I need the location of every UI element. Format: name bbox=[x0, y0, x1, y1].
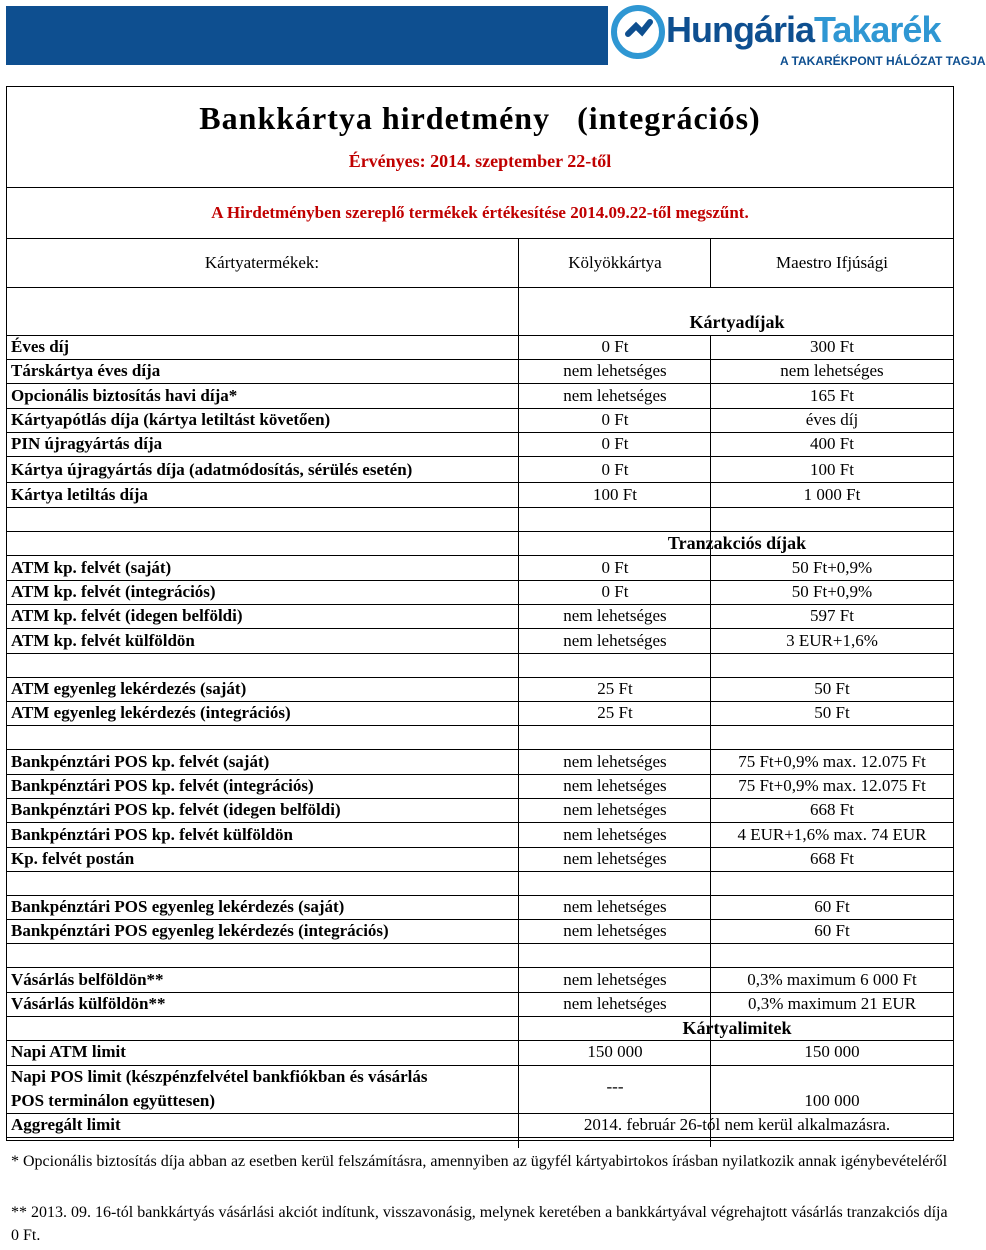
row-label: ATM kp. felvét (integrációs) bbox=[11, 582, 216, 601]
row-value-col1: nem lehetséges bbox=[563, 849, 667, 868]
row-divider bbox=[6, 507, 954, 508]
row-label: Bankpénztári POS kp. felvét (integrációs) bbox=[11, 776, 314, 795]
column-header-maestro: Maestro Ifjúsági bbox=[776, 253, 888, 272]
brand-tagline: A TAKARÉKPONT HÁLÓZAT TAGJA bbox=[780, 54, 986, 68]
row-value-col1: nem lehetséges bbox=[563, 970, 667, 989]
row-divider bbox=[6, 774, 954, 775]
row-value-col2: nem lehetséges bbox=[780, 361, 884, 380]
row-label: Kp. felvét postán bbox=[11, 849, 135, 868]
row-value-col2: 3 EUR+1,6% bbox=[786, 631, 878, 650]
row-value-col1: nem lehetséges bbox=[563, 800, 667, 819]
row-value-col2: 0,3% maximum 21 EUR bbox=[747, 994, 917, 1013]
row-divider bbox=[6, 432, 954, 433]
row-divider bbox=[6, 992, 954, 993]
row-label: Bankpénztári POS egyenleg lekérdezés (integrációs) bbox=[11, 921, 389, 940]
divider bbox=[6, 238, 954, 239]
row-divider bbox=[6, 895, 954, 896]
row-label: Kártyapótlás díja (kártya letiltást követően) bbox=[11, 410, 331, 429]
row-divider bbox=[6, 1137, 954, 1138]
row-divider bbox=[6, 653, 954, 654]
row-divider bbox=[6, 1040, 954, 1041]
row-label: Napi POS limit (készpénzfelvétel bankfiókban és vásárlás bbox=[11, 1067, 428, 1086]
row-value-col1: nem lehetséges bbox=[563, 897, 667, 916]
column-header-kolyokkartya: Kölyökkártya bbox=[568, 253, 662, 272]
row-divider bbox=[6, 1065, 954, 1066]
row-label: Kártya újragyártás díja (adatmódosítás, sérülés esetén) bbox=[11, 460, 413, 479]
row-divider bbox=[6, 1016, 954, 1017]
footnote-insurance: * Opcionális biztosítás díja abban az esetben kerül felszámításra, amennyiben az ügyfél kártyabirtokos írásban nyilatkozik annak igénybevételéről bbox=[11, 1153, 948, 1170]
row-value-col2: 1 000 Ft bbox=[803, 485, 861, 504]
row-value-col2: 150 000 bbox=[804, 1042, 860, 1061]
row-value-col1: nem lehetséges bbox=[563, 361, 667, 380]
row-value-col2: 60 Ft bbox=[814, 897, 850, 916]
row-label: Kártya letiltás díja bbox=[11, 485, 148, 504]
bank-logo bbox=[610, 2, 986, 74]
row-value-col1: 0 Ft bbox=[601, 582, 629, 601]
row-value-col1: nem lehetséges bbox=[563, 776, 667, 795]
row-value-col2: 100 Ft bbox=[810, 460, 854, 479]
row-label: Vásárlás külföldön** bbox=[11, 994, 166, 1013]
row-value-col1: nem lehetséges bbox=[563, 606, 667, 625]
row-divider bbox=[6, 822, 954, 823]
row-divider bbox=[6, 798, 954, 799]
divider bbox=[6, 287, 954, 288]
row-label: Bankpénztári POS kp. felvét külföldön bbox=[11, 825, 293, 844]
row-value-col2: 597 Ft bbox=[810, 606, 854, 625]
page-title: Bankkártya hirdetmény (integrációs) bbox=[199, 100, 761, 136]
row-value-col2: 75 Ft+0,9% max. 12.075 Ft bbox=[738, 776, 926, 795]
row-divider bbox=[6, 628, 954, 629]
logo-mark-icon bbox=[612, 6, 664, 58]
row-value-col1: --- bbox=[606, 1077, 624, 1096]
row-label: ATM egyenleg lekérdezés (saját) bbox=[11, 679, 247, 698]
row-label: PIN újragyártás díja bbox=[11, 434, 163, 453]
column-header-products: Kártyatermékek: bbox=[204, 253, 320, 272]
row-value-col1: nem lehetséges bbox=[563, 994, 667, 1013]
brand-name-part2: Takarék bbox=[814, 9, 941, 50]
row-divider bbox=[6, 456, 954, 457]
row-divider bbox=[6, 604, 954, 605]
brand-name bbox=[666, 10, 940, 50]
row-value-col1: 0 Ft bbox=[601, 434, 629, 453]
row-value-col1: nem lehetséges bbox=[563, 825, 667, 844]
section-card-limits: Kártyalimitek bbox=[682, 1018, 792, 1038]
row-divider bbox=[6, 531, 954, 532]
row-value-col1: 150 000 bbox=[587, 1042, 643, 1061]
validity-date: Érvényes: 2014. szeptember 22-től bbox=[348, 151, 612, 171]
row-value-col2: 668 Ft bbox=[810, 800, 854, 819]
row-divider bbox=[6, 943, 954, 944]
header-band bbox=[6, 6, 608, 65]
row-label: Társkártya éves díja bbox=[11, 361, 161, 380]
row-label: Bankpénztári POS egyenleg lekérdezés (saját) bbox=[11, 897, 345, 916]
row-value-col1: 25 Ft bbox=[597, 679, 633, 698]
row-divider bbox=[6, 725, 954, 726]
row-label: Napi ATM limit bbox=[11, 1042, 126, 1061]
row-divider bbox=[6, 967, 954, 968]
row-label: Aggregált limit bbox=[11, 1115, 121, 1134]
row-value-col1: nem lehetséges bbox=[563, 386, 667, 405]
row-value-col2: 50 Ft+0,9% bbox=[791, 558, 873, 577]
row-value-col2: 0,3% maximum 6 000 Ft bbox=[747, 970, 917, 989]
row-value-col2: éves díj bbox=[805, 410, 859, 429]
row-divider bbox=[6, 482, 954, 483]
row-divider bbox=[6, 555, 954, 556]
section-card-fees: Kártyadíjak bbox=[689, 312, 785, 332]
section-transaction-fees: Tranzakciós díjak bbox=[667, 533, 807, 553]
footnote-purchase-promo: ** 2013. 09. 16-tól bankkártyás vásárlási akciót indítunk, visszavonásig, melynek keretében a bankkártyával végrehajtott vásárlás tranzakciós díja 0 Ft. bbox=[11, 1204, 948, 1244]
row-value-col2: 50 Ft bbox=[814, 703, 850, 722]
row-value-col2: 400 Ft bbox=[810, 434, 854, 453]
row-value-col2: 300 Ft bbox=[810, 337, 854, 356]
row-value-col2: 4 EUR+1,6% max. 74 EUR bbox=[737, 825, 927, 844]
sales-notice: A Hirdetményben szereplő termékek értékesítése 2014.09.22-től megszűnt. bbox=[211, 203, 749, 222]
row-value-col1: 0 Ft bbox=[601, 460, 629, 479]
row-divider bbox=[6, 408, 954, 409]
row-label: Opcionális biztosítás havi díja* bbox=[11, 386, 238, 405]
row-value-col2: 60 Ft bbox=[814, 921, 850, 940]
row-divider bbox=[6, 847, 954, 848]
row-divider bbox=[6, 919, 954, 920]
row-divider bbox=[6, 580, 954, 581]
divider bbox=[6, 335, 954, 336]
brand-name-part1: Hungária bbox=[666, 9, 815, 50]
row-value-col2: 668 Ft bbox=[810, 849, 854, 868]
row-label: ATM kp. felvét (saját) bbox=[11, 558, 172, 577]
row-value-col1: 0 Ft bbox=[601, 410, 629, 429]
row-divider bbox=[6, 749, 954, 750]
row-label: Éves díj bbox=[11, 337, 70, 356]
row-label: ATM egyenleg lekérdezés (integrációs) bbox=[11, 703, 291, 722]
row-label: Bankpénztári POS kp. felvét (saját) bbox=[11, 752, 270, 771]
row-label: Vásárlás belföldön** bbox=[11, 970, 164, 989]
divider bbox=[6, 187, 954, 188]
row-value-col2: 75 Ft+0,9% max. 12.075 Ft bbox=[738, 752, 926, 771]
row-label: ATM kp. felvét (idegen belföldi) bbox=[11, 606, 243, 625]
row-divider bbox=[6, 359, 954, 360]
row-value-col1: nem lehetséges bbox=[563, 631, 667, 650]
row-value-col1: 0 Ft bbox=[601, 337, 629, 356]
row-value-col1: 25 Ft bbox=[597, 703, 633, 722]
row-value-col1: 100 Ft bbox=[593, 485, 637, 504]
row-label: Bankpénztári POS kp. felvét (idegen belföldi) bbox=[11, 800, 341, 819]
row-divider bbox=[6, 677, 954, 678]
row-value-col1: nem lehetséges bbox=[563, 921, 667, 940]
row-label: POS terminálon együttesen) bbox=[11, 1091, 215, 1110]
row-divider bbox=[6, 871, 954, 872]
row-value-col2: 50 Ft+0,9% bbox=[791, 582, 873, 601]
row-value-col1: 0 Ft bbox=[601, 558, 629, 577]
row-value-merged: 2014. február 26-tól nem kerül alkalmazásra. bbox=[583, 1115, 891, 1134]
row-value-col2: 100 000 bbox=[804, 1091, 860, 1110]
row-divider bbox=[6, 383, 954, 384]
row-label: ATM kp. felvét külföldön bbox=[11, 631, 195, 650]
column-divider bbox=[518, 238, 519, 1148]
row-value-col1: nem lehetséges bbox=[563, 752, 667, 771]
row-divider bbox=[6, 1113, 954, 1114]
row-value-col2: 165 Ft bbox=[810, 386, 854, 405]
row-divider bbox=[6, 701, 954, 702]
row-value-col2: 50 Ft bbox=[814, 679, 850, 698]
